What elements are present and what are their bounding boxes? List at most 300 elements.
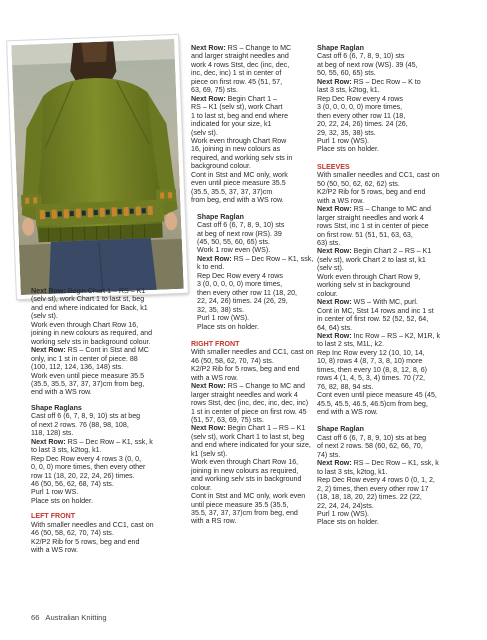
text-line bbox=[191, 145, 323, 153]
row-text: (selv st), work Chart 1 to last st, beg bbox=[31, 295, 145, 304]
row-text: With smaller needles and CC1, cast on bbox=[317, 171, 440, 180]
text-line bbox=[31, 329, 177, 337]
text-line bbox=[191, 52, 323, 60]
text-line bbox=[191, 112, 323, 120]
row-text: Begin Chart 2 – RS – K1 bbox=[351, 247, 432, 256]
row-text: RS – Dec Row – K1, ssk, bbox=[231, 254, 314, 263]
text-line bbox=[191, 154, 323, 162]
row-text: WS – With MC, purl. bbox=[351, 298, 418, 307]
text-line bbox=[317, 95, 483, 103]
text-line bbox=[317, 374, 483, 382]
text-line bbox=[31, 455, 177, 463]
row-text: RS – Change to MC and bbox=[351, 205, 431, 214]
row-text: RS – K1 (selv st), work Chart bbox=[191, 103, 283, 112]
text-line bbox=[317, 69, 483, 77]
row-text: Purl 1 row (WS). bbox=[317, 136, 370, 145]
row-text: Inc Row – RS – K2, M1R, k bbox=[351, 331, 440, 340]
row-text: and end where indicated for Back, k1 bbox=[31, 303, 148, 312]
text-line bbox=[317, 459, 483, 467]
text-line bbox=[191, 441, 323, 449]
text-line bbox=[31, 304, 177, 312]
row-text: (selv st), work Chart 2 to last st, k1 bbox=[317, 255, 426, 264]
text-line bbox=[191, 61, 323, 69]
photo-frame bbox=[7, 35, 188, 299]
text-line bbox=[197, 280, 323, 288]
text-line bbox=[317, 197, 483, 205]
row-text: larger straight needles and work 4 bbox=[317, 213, 424, 222]
row-label: Next Row: bbox=[197, 254, 232, 263]
row-label: Next Row: bbox=[31, 287, 66, 295]
text-line bbox=[31, 429, 177, 437]
row-text: 50, 55, 60, 65) sts. bbox=[317, 69, 376, 78]
row-label: Next Row: bbox=[317, 331, 352, 340]
row-text: at beg of next row (RS). 39 bbox=[197, 229, 282, 238]
row-text: 50 (50, 50, 62, 62, 62) sts. bbox=[317, 179, 400, 188]
row-text: then every other row 11 (18, bbox=[317, 111, 406, 120]
text-line bbox=[191, 69, 323, 77]
text-line bbox=[191, 433, 323, 441]
row-text: end with a WS row. bbox=[317, 408, 378, 417]
text-line bbox=[317, 171, 483, 179]
text-line bbox=[317, 247, 483, 255]
row-text: Rep Inc Row every 12 (10, 10, 14, bbox=[317, 348, 425, 357]
row-text: on first row. 51 (51, 51, 63, 63, bbox=[317, 230, 413, 239]
row-text: Place sts on holder. bbox=[197, 322, 259, 331]
text-line bbox=[197, 230, 323, 238]
row-text: of next 2 rows. 76 (88, 98, 108, bbox=[31, 420, 129, 429]
text-line bbox=[191, 86, 323, 94]
text-line bbox=[31, 463, 177, 471]
text-line bbox=[191, 501, 323, 509]
text-line bbox=[317, 400, 483, 408]
text-line bbox=[317, 52, 483, 60]
row-text: 3 (0, 0, 0, 0, 0) more times, bbox=[197, 280, 283, 289]
text-line bbox=[317, 231, 483, 239]
text-line bbox=[317, 86, 483, 94]
row-text: 22, 24, 26) times. 24 (26, 29, bbox=[197, 297, 288, 306]
text-line bbox=[31, 388, 177, 396]
row-text: last 3 sts, k2tog, k1. bbox=[317, 86, 380, 95]
row-text: Work even through Chart Row 16, bbox=[191, 458, 299, 467]
row-text: rows Stst, inc 1 st in center of piece bbox=[317, 222, 429, 231]
row-label: Next Row: bbox=[317, 298, 352, 307]
heading-shape-raglans: Shape Raglans bbox=[31, 403, 82, 412]
row-text: 16, joining in new colours as bbox=[191, 145, 281, 154]
row-text: from beg, end with a WS row. bbox=[191, 196, 284, 205]
row-text: working selv st in background bbox=[317, 281, 411, 290]
text-line bbox=[191, 137, 323, 145]
text-line bbox=[317, 451, 483, 459]
text-line bbox=[317, 61, 483, 69]
row-text: (45, 50, 55, 60, 65) sts. bbox=[197, 237, 270, 246]
row-text: 46 (50, 58, 62, 70, 74) sts. bbox=[191, 356, 274, 365]
row-text: 46 (50, 58, 62, 70, 74) sts. bbox=[31, 529, 114, 538]
row-text: then every other row 11 (18, 20, bbox=[197, 288, 298, 297]
text-line bbox=[191, 196, 323, 204]
knitted-cardigan-back-photo bbox=[11, 39, 183, 295]
row-text: 35.5, 37, 37, 37)cm from beg, end bbox=[191, 509, 298, 518]
text-line bbox=[317, 357, 483, 365]
row-text: Begin Chart 1 – bbox=[225, 94, 277, 103]
text-line bbox=[197, 238, 323, 246]
text-line bbox=[31, 321, 177, 329]
text-line bbox=[31, 380, 177, 388]
row-text: Rep Dec Row every 4 rows 0 (0, 1, 2, bbox=[317, 476, 435, 485]
text-line bbox=[317, 510, 483, 518]
row-text: and larger straight needles and bbox=[191, 52, 289, 61]
text-line bbox=[317, 103, 483, 111]
row-text: K2/P2 Rib for 5 rows, beg and end bbox=[317, 188, 426, 197]
heading-shape-raglan-sleeves: Shape Raglan bbox=[317, 425, 364, 434]
row-text: with a WS row. bbox=[317, 196, 364, 205]
row-text: with a WS row. bbox=[31, 546, 78, 555]
text-line bbox=[197, 297, 323, 305]
text-line bbox=[317, 502, 483, 510]
text-line bbox=[317, 214, 483, 222]
row-text: 10, 8) rows 4 (8, 7, 3, 8, 10) more bbox=[317, 357, 423, 366]
text-line bbox=[191, 467, 323, 475]
text-line bbox=[31, 421, 177, 429]
row-text: rows Stst, dec (inc, dec, inc, dec, inc) bbox=[191, 399, 309, 408]
text-line bbox=[31, 521, 177, 529]
row-text: rows 4 (1, 4, 5, 3, 4) times. 70 (72, bbox=[317, 374, 426, 383]
text-line bbox=[191, 120, 323, 128]
row-text: RS – Dec Row – K1, ssk, k bbox=[65, 437, 153, 446]
row-text: to last 3 sts, k2tog, k1. bbox=[31, 446, 102, 455]
row-text: Purl 1 row (WS). bbox=[317, 510, 370, 519]
text-line bbox=[317, 434, 483, 442]
text-line bbox=[197, 263, 323, 271]
row-text: with a WS row. bbox=[191, 373, 238, 382]
text-line bbox=[317, 408, 483, 416]
text-line bbox=[317, 256, 483, 264]
text-line bbox=[31, 538, 177, 546]
row-text: background colour. bbox=[191, 162, 251, 171]
row-text: Cast off 6 (6, 7, 8, 9, 10) sts bbox=[317, 52, 405, 61]
row-text: and end where indicated for your size, bbox=[191, 441, 311, 450]
row-text: 1 st in center of piece on first row. 45 bbox=[191, 407, 307, 416]
row-text: (selv st), work Chart 1 to last st, beg bbox=[191, 432, 305, 441]
row-text: 64, 64) sts. bbox=[317, 323, 353, 332]
row-text: Place sts on holder. bbox=[31, 496, 93, 505]
text-line bbox=[317, 264, 483, 272]
text-line bbox=[317, 145, 483, 153]
text-line bbox=[317, 468, 483, 476]
row-label: Next Row: bbox=[31, 437, 66, 446]
text-line bbox=[191, 374, 323, 382]
row-text: (selv st). bbox=[191, 128, 218, 137]
text-line bbox=[191, 408, 323, 416]
row-text: With smaller needles and CC1, cast on bbox=[31, 520, 154, 529]
text-line bbox=[191, 129, 323, 137]
row-text: Cont even until piece measure 45 (45, bbox=[317, 391, 437, 400]
row-text: even until piece measure 35.5 bbox=[191, 179, 286, 188]
text-line bbox=[197, 246, 323, 254]
row-text: (35.5, 35.5, 37, 37, 37)cm from beg, bbox=[31, 379, 145, 388]
row-text: 63) sts. bbox=[317, 238, 341, 247]
text-line bbox=[31, 338, 177, 346]
row-text: Rep Dec Row every 4 rows 3 (0, 0, bbox=[31, 454, 141, 463]
row-text: Purl 1 row WS. bbox=[31, 488, 79, 497]
text-line bbox=[31, 472, 177, 480]
col2-block-1 bbox=[191, 44, 323, 205]
text-line bbox=[31, 412, 177, 420]
text-line bbox=[317, 180, 483, 188]
text-line bbox=[197, 272, 323, 280]
heading-shape-raglan-left: Shape Raglan bbox=[197, 212, 244, 221]
text-line bbox=[317, 273, 483, 281]
row-text: 32, 35, 38) sts. bbox=[197, 305, 244, 314]
text-line bbox=[31, 355, 177, 363]
text-line bbox=[197, 314, 323, 322]
text-line bbox=[317, 239, 483, 247]
row-label: Next Row: bbox=[191, 94, 226, 103]
col1-block-1 bbox=[31, 287, 177, 397]
row-text: With smaller needles and CC1, cast on bbox=[191, 348, 314, 357]
text-line bbox=[317, 205, 483, 213]
row-text: Work even through Chart Row 16, bbox=[31, 320, 139, 329]
text-line bbox=[317, 315, 483, 323]
row-label: Next Row: bbox=[191, 424, 226, 433]
text-line bbox=[317, 485, 483, 493]
row-text: Cast off 6 (6, 7, 8, 9, 10) sts at beg bbox=[31, 412, 141, 421]
row-text: (selv st). bbox=[31, 312, 58, 321]
row-text: k to end. bbox=[197, 263, 225, 272]
row-text: Work even through Chart Row bbox=[191, 136, 287, 145]
text-line bbox=[317, 391, 483, 399]
page-number: 66 bbox=[31, 613, 40, 622]
magazine-title: Australian Knitting bbox=[45, 613, 107, 622]
row-text: to last 3 sts, k2tog, k1. bbox=[317, 467, 388, 476]
col3-block-1 bbox=[317, 171, 483, 416]
text-line bbox=[191, 103, 323, 111]
row-text: working selv sts in background colour. bbox=[31, 337, 151, 346]
text-line bbox=[31, 546, 177, 554]
text-line bbox=[191, 188, 323, 196]
row-text: of next 2 rows. 58 (60, 62, 66, 70, bbox=[317, 442, 423, 451]
heading-right-front: RIGHT FRONT bbox=[191, 339, 240, 348]
col3-block-0 bbox=[317, 52, 483, 153]
row-text: Place sts on holder. bbox=[317, 518, 379, 527]
text-line bbox=[197, 289, 323, 297]
row-text: 46 (50, 56, 62, 68, 74) sts. bbox=[31, 479, 114, 488]
text-line bbox=[31, 346, 177, 354]
page-footer bbox=[31, 614, 107, 622]
row-text: Work 1 row even (WS). bbox=[197, 246, 271, 255]
text-line bbox=[191, 391, 323, 399]
row-text: RS – Change to MC bbox=[225, 44, 292, 52]
column-2 bbox=[191, 44, 323, 526]
text-line bbox=[191, 382, 323, 390]
row-text: larger straight needles and work 4 bbox=[191, 390, 298, 399]
row-text: piece on first row. 45 (51, 57, bbox=[191, 77, 283, 86]
text-line bbox=[317, 366, 483, 374]
row-text: RS – Change to MC and bbox=[225, 382, 305, 391]
row-text: row 11 (18, 20, 22, 24, 26) times. bbox=[31, 471, 135, 480]
row-text: (100, 112, 124, 136, 148) sts. bbox=[31, 363, 124, 372]
text-line bbox=[31, 438, 177, 446]
text-line bbox=[317, 120, 483, 128]
row-text: required, and working selv sts in bbox=[191, 153, 293, 162]
text-line bbox=[31, 488, 177, 496]
row-text: 0, 0, 0) more times, then every other bbox=[31, 463, 146, 472]
row-text: (selv st). bbox=[317, 264, 344, 273]
text-line bbox=[191, 348, 323, 356]
text-line bbox=[191, 424, 323, 432]
text-line bbox=[317, 307, 483, 315]
row-text: Cont in Stst and MC only, work even bbox=[191, 492, 306, 501]
row-text: to last 2 sts, M1L, k2. bbox=[317, 340, 385, 349]
text-line bbox=[191, 450, 323, 458]
row-text: (35.5, 35.5, 37, 37, 37)cm bbox=[191, 187, 273, 196]
text-line bbox=[317, 324, 483, 332]
row-text: 74) sts. bbox=[317, 450, 341, 459]
row-text: Rep Dec Row every 4 rows bbox=[197, 271, 283, 280]
text-line bbox=[197, 221, 323, 229]
row-text: Work even until piece measure 35.5 bbox=[31, 371, 145, 380]
text-line bbox=[31, 446, 177, 454]
row-text: at beg of next row (WS). 39 (45, bbox=[317, 60, 418, 69]
text-line bbox=[31, 372, 177, 380]
text-line bbox=[191, 492, 323, 500]
row-text: Begin Chart 1 – RS – K1 bbox=[65, 287, 146, 295]
text-line bbox=[317, 281, 483, 289]
row-text: Work even through Chart Row 9, bbox=[317, 272, 421, 281]
text-line bbox=[191, 365, 323, 373]
row-text: work 4 rows Stst, dec (inc, dec, bbox=[191, 60, 290, 69]
row-label: Next Row: bbox=[317, 77, 352, 86]
row-text: and working selv sts in background bbox=[191, 475, 302, 484]
row-text: 1 to last st, beg and end where bbox=[191, 111, 289, 120]
heading-sleeves: SLEEVES bbox=[317, 162, 350, 171]
row-text: Purl 1 row (WS). bbox=[197, 314, 250, 323]
col2-block-3 bbox=[191, 348, 323, 526]
text-line bbox=[191, 484, 323, 492]
cardigan-photo bbox=[11, 39, 183, 295]
heading-shape-raglan-right: Shape Raglan bbox=[317, 44, 364, 52]
text-line bbox=[191, 171, 323, 179]
row-text: 45.5, 45.5, 46.5, 46.5)cm from beg, bbox=[317, 399, 428, 408]
row-label: Next Row: bbox=[317, 459, 352, 468]
text-line bbox=[191, 95, 323, 103]
text-line bbox=[317, 518, 483, 526]
text-line bbox=[317, 493, 483, 501]
row-text: colour. bbox=[191, 483, 212, 492]
text-line bbox=[197, 323, 323, 331]
text-line bbox=[191, 78, 323, 86]
text-line bbox=[317, 349, 483, 357]
text-line bbox=[317, 188, 483, 196]
text-line bbox=[317, 442, 483, 450]
row-text: Rep Dec Row every 4 rows bbox=[317, 94, 403, 103]
row-text: Cast off 6 (6, 7, 8, 9, 10) sts at beg bbox=[317, 433, 427, 442]
text-line bbox=[317, 332, 483, 340]
row-text: RS – Dec Row – K1, ssk, k bbox=[351, 459, 439, 468]
row-label: Next Row: bbox=[317, 247, 352, 256]
row-text: k1 (selv st). bbox=[191, 449, 228, 458]
row-label: Next Row: bbox=[31, 346, 66, 355]
row-text: RS – Cont in Stst and MC bbox=[65, 346, 149, 355]
row-text: 29, 32, 35, 38) sts. bbox=[317, 128, 376, 137]
col1-block-2 bbox=[31, 412, 177, 505]
row-text: Cont in MC, Stst 14 rows and inc 1 st bbox=[317, 306, 434, 315]
row-label: Next Row: bbox=[317, 205, 352, 214]
text-line bbox=[317, 222, 483, 230]
row-text: end with a WS row. bbox=[31, 388, 92, 397]
text-line bbox=[31, 363, 177, 371]
row-text: 20, 22, 24, 26) times. 24 (26, bbox=[317, 120, 408, 129]
row-text: Begin Chart 1 – RS – K1 bbox=[225, 424, 306, 433]
row-text: colour. bbox=[317, 289, 338, 298]
text-line bbox=[317, 137, 483, 145]
text-line bbox=[317, 290, 483, 298]
row-text: Cont in Stst and MC only, work bbox=[191, 170, 288, 179]
row-text: in center of first row. 52 (52, 52, 64, bbox=[317, 315, 429, 324]
col3-block-2 bbox=[317, 434, 483, 527]
text-line bbox=[31, 295, 177, 303]
text-line bbox=[197, 255, 323, 263]
text-line bbox=[317, 476, 483, 484]
col2-block-2 bbox=[191, 221, 323, 331]
text-line bbox=[191, 509, 323, 517]
text-line bbox=[191, 416, 323, 424]
text-line bbox=[317, 340, 483, 348]
row-text: (18, 18, 18, 20, 22) times. 22 (22, bbox=[317, 493, 422, 502]
text-line bbox=[317, 112, 483, 120]
row-text: only, inc 1 st in center of piece. 88 bbox=[31, 354, 138, 363]
text-line bbox=[191, 162, 323, 170]
row-text: 3 (0, 0, 0, 0, 0) more times, bbox=[317, 103, 403, 112]
row-text: Cast off 6 (6, 7, 8, 9, 10) sts bbox=[197, 221, 285, 230]
col1-block-3 bbox=[31, 521, 177, 555]
text-line bbox=[191, 399, 323, 407]
row-text: times, then every 10 (8, 8, 12, 8, 6) bbox=[317, 365, 428, 374]
row-text: joining in new colours as required, and bbox=[31, 329, 153, 338]
text-line bbox=[31, 497, 177, 505]
row-text: (51, 57, 63, 69, 75) sts. bbox=[191, 416, 264, 425]
text-line bbox=[31, 529, 177, 537]
text-line bbox=[191, 179, 323, 187]
text-line bbox=[191, 44, 323, 52]
row-text: with a RS row. bbox=[191, 517, 237, 526]
row-text: 76, 82, 88, 94 sts. bbox=[317, 382, 374, 391]
row-text: 118, 128) sts. bbox=[31, 429, 74, 438]
text-line bbox=[317, 129, 483, 137]
text-line bbox=[317, 383, 483, 391]
row-text: joining in new colours as required, bbox=[191, 466, 299, 475]
text-line bbox=[191, 475, 323, 483]
row-text: Place sts on holder. bbox=[317, 145, 379, 154]
row-text: 22, 24, 24, 24)sts. bbox=[317, 501, 374, 510]
text-line bbox=[191, 458, 323, 466]
heading-left-front: LEFT FRONT bbox=[31, 512, 76, 521]
row-text: K2/P2 Rib for 5 rows, beg and end bbox=[31, 537, 140, 546]
row-text: indicated for your size, k1 bbox=[191, 120, 272, 129]
row-label: Next Row: bbox=[191, 382, 226, 391]
text-line bbox=[191, 517, 323, 525]
text-line bbox=[317, 78, 483, 86]
row-text: 63, 69, 75) sts. bbox=[191, 86, 238, 95]
row-text: 2, 2) times, then every other row 17 bbox=[317, 484, 429, 493]
row-text: inc, dec, inc) 1 st in center of bbox=[191, 69, 282, 78]
column-1 bbox=[31, 287, 177, 555]
column-3 bbox=[317, 44, 483, 527]
row-text: RS – Dec Row – K to bbox=[351, 77, 421, 86]
text-line bbox=[197, 306, 323, 314]
text-line bbox=[191, 357, 323, 365]
row-text: until piece measure 35.5 (35.5, bbox=[191, 500, 289, 509]
text-line bbox=[31, 287, 177, 295]
